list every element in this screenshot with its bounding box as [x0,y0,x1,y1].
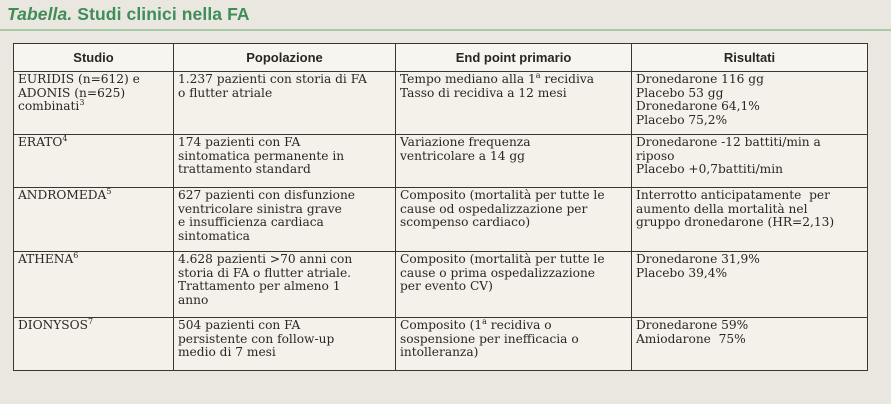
header-end-point: End point primario [396,44,632,72]
table-caption [7,4,250,25]
reference-number: 7 [87,317,94,326]
reference-number: 6 [73,251,79,260]
reference-number: 5 [106,187,112,196]
results-cell: Dronedarone -12 battiti/min a riposo Placebo +0,7battiti/min [632,135,868,188]
study-cell: EURIDIS (n=612) e ADONIS (n=625) combinati$^3$ [14,72,174,135]
caption-title: Studi clinici nella FA [77,4,250,24]
header-risultati: Risultati [632,44,868,72]
endpoint-cell: Composito (mortalità per tutte le cause o prima ospedalizzazione per evento CV) [396,252,632,318]
header-studio: Studio [14,44,174,72]
endpoint-cell: Composito (mortalità per tutte le cause od ospedalizzazione per scompenso cardiaco) [396,188,632,252]
table-row [14,188,868,252]
results-cell: Dronedarone 116 gg Placebo 53 gg Dronedarone 64,1% Placebo 75,2% [632,72,868,135]
endpoint-cell: Composito (1$^a$ recidiva o sospensione per inefficacia o intolleranza) [396,318,632,371]
study-cell: ERATO$^4$ [14,135,174,188]
study-cell: ANDROMEDA$^5$ [14,188,174,252]
table-row [14,318,868,371]
reference-number: 3 [79,98,85,108]
population-cell: 504 pazienti con FA persistente con follow-up medio di 7 mesi [174,318,396,371]
population-cell: 627 pazienti con disfunzione ventricolare sinistra grave e insufficienza cardiaca sintomatica [174,188,396,252]
population-cell: 1.237 pazienti con storia di FA o flutter atriale [174,72,396,135]
caption-divider [0,29,891,31]
results-cell: Dronedarone 59% Amiodarone 75% [632,318,868,371]
population-cell: 174 pazienti con FA sintomatica permanente in trattamento standard [174,135,396,188]
results-cell: Interrotto anticipatamente per aumento della mortalità nel gruppo dronedarone (HR=2,13) [632,188,868,252]
table-row [14,252,868,318]
reference-number: 4 [62,134,68,143]
study-cell: ATHENA$^6$ [14,252,174,318]
endpoint-cell: Tempo mediano alla 1$^a$ recidiva Tasso di recidiva a 12 mesi [396,72,632,135]
population-cell: 4.628 pazienti >70 anni con storia di FA o flutter atriale. Trattamento per almeno 1 anno [174,252,396,318]
header-popolazione: Popolazione [174,44,396,72]
table-row [14,72,868,135]
results-cell: Dronedarone 31,9% Placebo 39,4% [632,252,868,318]
caption-lead: Tabella. [7,4,73,24]
table-header-row [14,44,868,72]
endpoint-cell: Variazione frequenza ventricolare a 14 gg [396,135,632,188]
study-cell: DIONYSOS$^7$ [14,318,174,371]
table-row [14,135,868,188]
clinical-studies-table [13,43,868,371]
